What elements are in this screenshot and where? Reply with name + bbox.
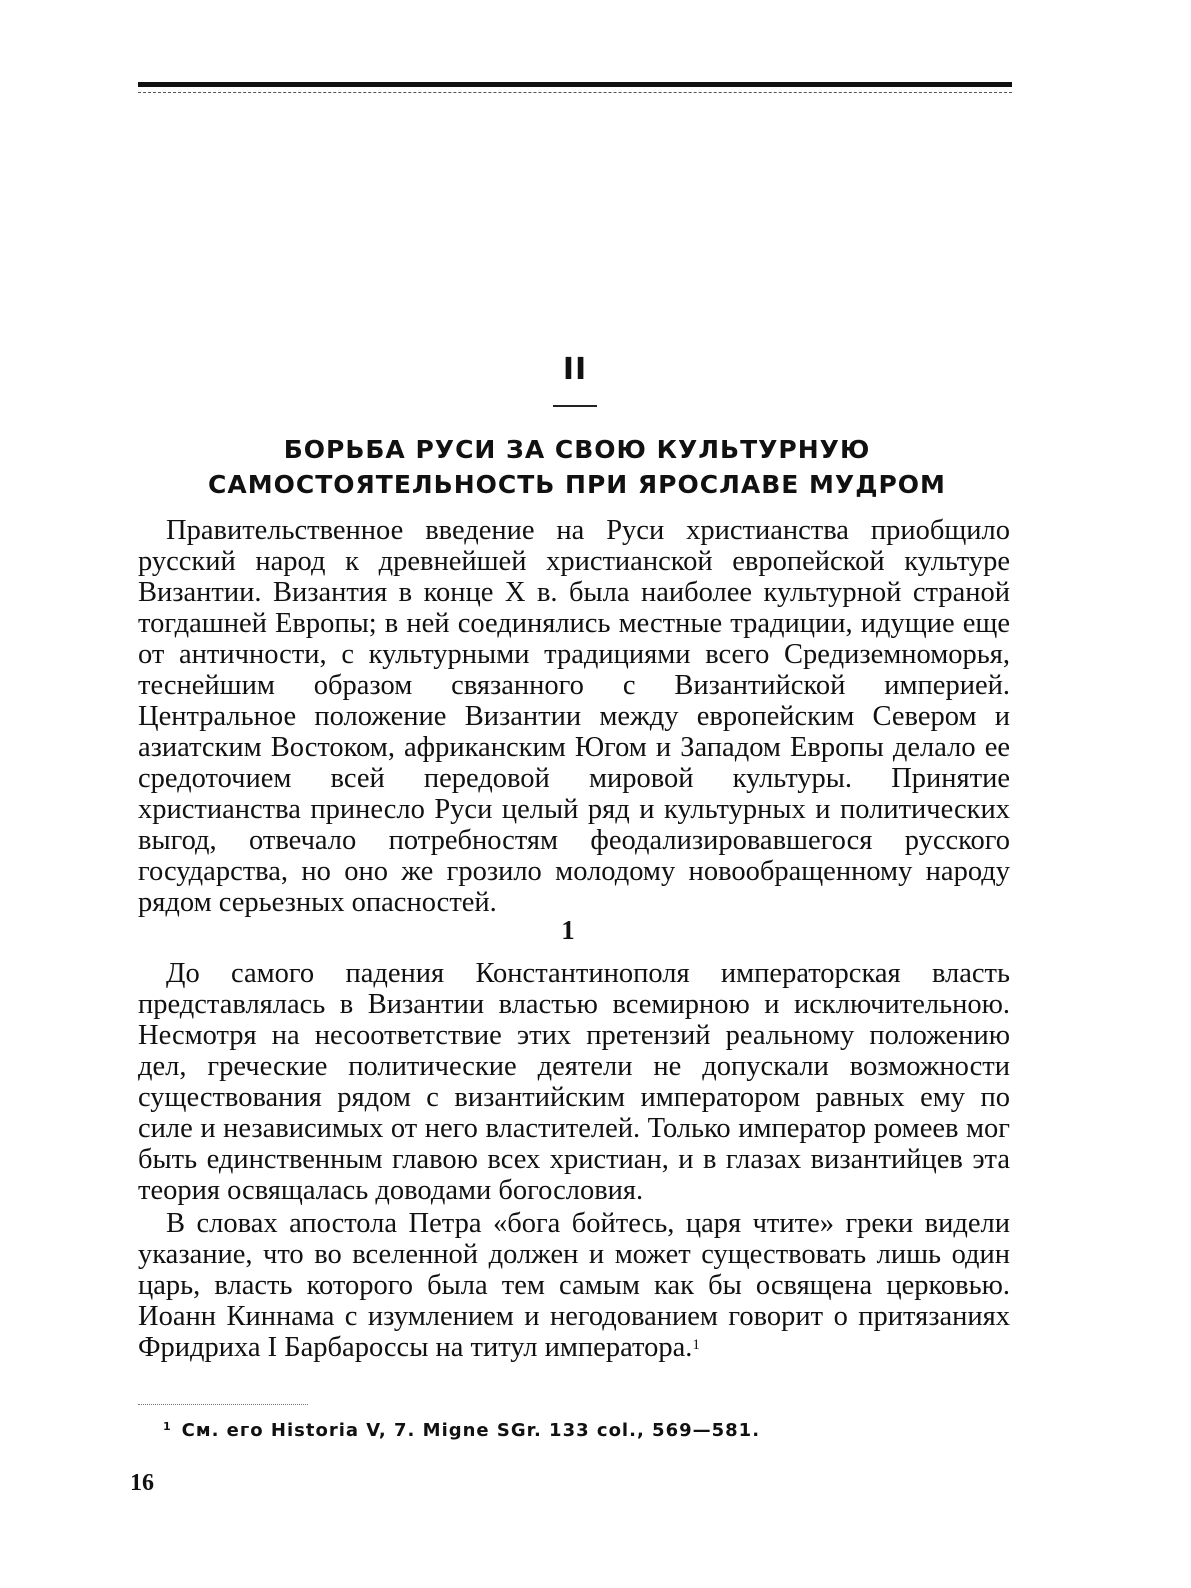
footnote bbox=[163, 1420, 963, 1441]
footnote-text: См. его Historia V, 7. Migne SGr. 133 col., 569—581. bbox=[181, 1420, 761, 1441]
page-number: 16 bbox=[130, 1470, 154, 1496]
section-text bbox=[138, 958, 1010, 1363]
top-rule-thin bbox=[138, 92, 1012, 93]
section-paragraph-2-text: В словах апостола Петра «бога бойтесь, царя чтите» греки видели указание, что во вселенной должен и может существовать лишь один царь, власть которого была тем самым как бы освящена церковью. Иоанн Киннама с изумлением и негодованием говорит о притязаниях Фридриха I Барбароссы на титул императора. bbox=[138, 1208, 1010, 1363]
section-paragraph-2 bbox=[138, 1208, 1010, 1363]
footnote-reference[interactable]: 1 bbox=[692, 1337, 700, 1353]
intro-paragraph: Правительственное введение на Руси христианства приобщило русский народ к древнейшей христианской европейской культуре Византии. Византия в конце X в. была наиболее культурной страной тогдашней Европы; в ней соединялись местные традиции, идущие еще от античности, с культурными традициями всего Средиземноморья, теснейшим образом связанного с Византийской империей. Центральное положение Византии между европейским Севером и азиатским Востоком, африканским Югом и Западом Европы делало ее средоточием всей передовой мировой культуры. Принятие христианства принесло Руси целый ряд и культурных и политических выгод, отвечало потребностям феодализировавшегося русского государства, но оно же грозило молодому новообращенному народу рядом серьезных опасностей. bbox=[138, 515, 1010, 918]
chapter-divider bbox=[553, 405, 597, 407]
footnote-marker: 1 bbox=[163, 1420, 172, 1433]
footnote-rule bbox=[138, 1404, 308, 1405]
chapter-number: II bbox=[562, 352, 588, 387]
intro-text bbox=[138, 515, 1010, 918]
section-number: 1 bbox=[561, 915, 575, 945]
section-paragraph-1: До самого падения Константинополя императорская власть представлялась в Византии властью всемирною и исключительною. Несмотря на несоответствие этих претензий реальному положению дел, греческие политические деятели не допускали возможности существования рядом с византийским императором равных ему по силе и независимых от него властителей. Только император ромеев мог быть единственным главою всех христиан, и в глазах византийцев эта теория освящалась доводами богословия. bbox=[138, 958, 1010, 1206]
top-rule bbox=[138, 82, 1012, 87]
chapter-title: БОРЬБА РУСИ ЗА СВОЮ КУЛЬТУРНУЮ САМОСТОЯТЕЛЬНОСТЬ ПРИ ЯРОСЛАВЕ МУДРОМ bbox=[208, 435, 946, 499]
